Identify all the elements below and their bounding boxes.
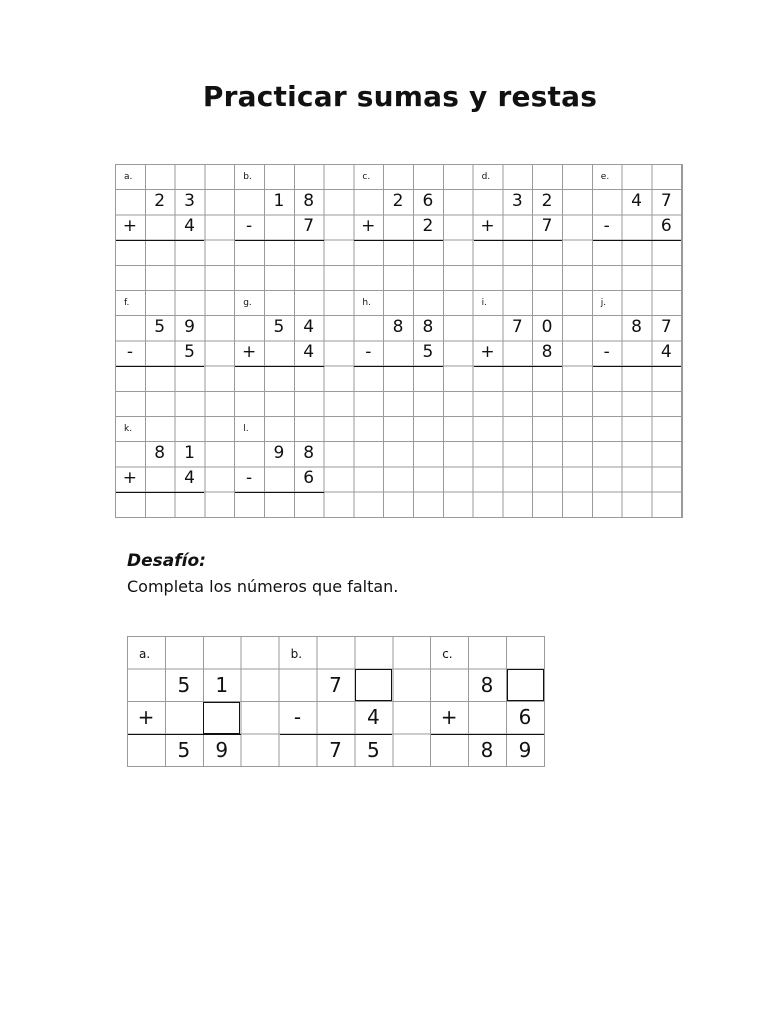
answer-line: [354, 366, 442, 367]
operator-sign: -: [246, 468, 253, 489]
digit-ones: 2: [541, 191, 553, 212]
digit-ones: 6: [660, 216, 672, 237]
operator-sign: +: [137, 705, 155, 730]
result-tens: 8: [480, 737, 494, 762]
digit-tens: 5: [177, 672, 191, 697]
operator-sign: -: [293, 705, 302, 730]
answer-line: [116, 492, 204, 493]
digit-ones: 4: [303, 342, 315, 363]
digit-ones: 4: [184, 216, 195, 237]
problem-label: d.: [481, 172, 491, 182]
missing-digit-box[interactable]: [203, 702, 240, 734]
digit-ones: 7: [660, 191, 672, 212]
digit-tens: 2: [392, 191, 404, 212]
problem-label: h.: [362, 298, 371, 308]
problem-label: i.: [481, 298, 487, 308]
challenge-grid: [127, 636, 545, 767]
digit-ones: 5: [422, 342, 434, 363]
problem-label: f.: [124, 298, 130, 308]
digit-ones: 2: [422, 216, 434, 237]
answer-line: [474, 366, 562, 367]
digit-ones: 7: [303, 216, 315, 237]
problem-label: b.: [290, 647, 303, 661]
problem-label: a.: [124, 172, 133, 182]
digit-ones: 1: [184, 443, 195, 464]
digit-ones: 8: [303, 443, 315, 464]
digit-ones: 6: [518, 705, 532, 730]
digit-ones: 6: [422, 191, 434, 212]
result-ones: 9: [518, 737, 532, 762]
operator-sign: +: [241, 342, 257, 363]
operator-sign: -: [126, 342, 133, 363]
operator-sign: +: [361, 216, 376, 237]
digit-ones: 8: [422, 317, 434, 338]
digit-ones: 7: [660, 317, 672, 338]
answer-line: [116, 366, 204, 367]
problem-label: k.: [124, 424, 133, 434]
digit-tens: 8: [631, 317, 642, 338]
operator-sign: -: [246, 216, 253, 237]
digit-tens: 3: [511, 191, 523, 212]
digit-ones: 5: [184, 342, 195, 363]
problem-label: j.: [600, 298, 607, 308]
result-ones: 5: [366, 737, 380, 762]
practice-grid: [115, 164, 683, 518]
result-tens: 7: [329, 737, 342, 762]
answer-line: [474, 240, 562, 241]
challenge-heading: Desafío:: [127, 551, 206, 571]
problem-label: g.: [243, 298, 252, 308]
digit-ones: 4: [660, 342, 672, 363]
operator-sign: -: [365, 342, 372, 363]
digit-ones: 3: [184, 191, 195, 212]
operator-sign: +: [440, 705, 458, 730]
problem-label: c.: [442, 647, 453, 661]
answer-line: [235, 492, 323, 493]
digit-tens: 1: [273, 191, 285, 212]
operator-sign: +: [480, 216, 495, 237]
digit-ones: 4: [366, 705, 380, 730]
operator-sign: +: [122, 216, 138, 237]
digit-ones: 8: [303, 191, 315, 212]
operator-sign: -: [603, 216, 610, 237]
problem-label: b.: [243, 172, 252, 182]
problem-label: e.: [600, 172, 610, 182]
answer-line: [593, 366, 681, 367]
answer-line: [593, 240, 681, 241]
digit-tens: 4: [631, 191, 642, 212]
result-ones: 9: [215, 737, 229, 762]
answer-line: [354, 240, 442, 241]
digit-ones: 4: [184, 468, 195, 489]
problem-label: l.: [243, 424, 249, 434]
operator-sign: +: [122, 468, 138, 489]
challenge-instruction: Completa los números que faltan.: [127, 577, 399, 596]
result-tens: 5: [177, 737, 191, 762]
operator-sign: +: [480, 342, 495, 363]
problem-label: a.: [139, 647, 151, 661]
missing-digit-box[interactable]: [507, 669, 544, 701]
digit-tens: 2: [154, 191, 166, 212]
digit-ones: 9: [184, 317, 195, 338]
digit-ones: 1: [215, 672, 229, 697]
digit-tens: 7: [329, 672, 342, 697]
answer-line: [235, 240, 323, 241]
digit-ones: 6: [303, 468, 315, 489]
digit-tens: 7: [511, 317, 523, 338]
digit-ones: 8: [541, 342, 553, 363]
operator-sign: -: [603, 342, 610, 363]
digit-tens: 9: [273, 443, 285, 464]
digit-tens: 8: [392, 317, 404, 338]
missing-digit-box[interactable]: [355, 669, 392, 701]
page-title: Practicar sumas y restas: [202, 80, 598, 113]
answer-line: [235, 366, 323, 367]
digit-tens: 8: [480, 672, 494, 697]
digit-tens: 8: [154, 443, 166, 464]
digit-ones: 4: [303, 317, 315, 338]
answer-line: [116, 240, 204, 241]
digit-ones: 7: [541, 216, 553, 237]
digit-ones: 0: [541, 317, 553, 338]
problem-label: c.: [362, 172, 371, 182]
digit-tens: 5: [273, 317, 285, 338]
digit-tens: 5: [154, 317, 166, 338]
